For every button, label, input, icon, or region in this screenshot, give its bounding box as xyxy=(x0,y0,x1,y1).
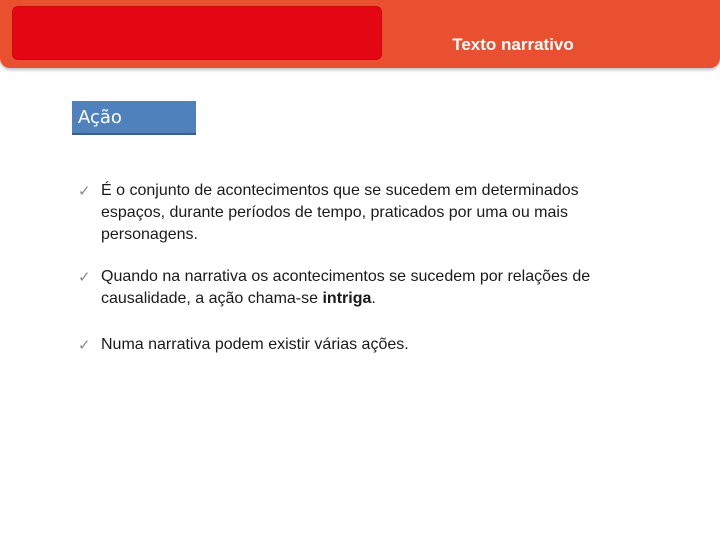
checkmark-icon: ✓ xyxy=(78,268,91,286)
bullet-line xyxy=(101,288,678,310)
bullet-line: personagens. xyxy=(101,226,198,243)
section-label: Ação xyxy=(78,107,122,128)
header-bar xyxy=(0,0,720,68)
bullet-line: Numa narrativa podem existir várias ações. xyxy=(101,336,409,353)
bullet-line: Quando na narrativa os acontecimentos se sucedem por relações de xyxy=(101,268,591,285)
bullet-line: espaços, durante períodos de tempo, praticados por uma ou mais xyxy=(101,204,568,221)
highlighted-term: intriga xyxy=(322,290,372,307)
header-red-block xyxy=(12,6,382,60)
bullet-text: . xyxy=(371,290,376,307)
checkmark-icon: ✓ xyxy=(78,336,91,354)
bullet-list xyxy=(78,180,678,376)
checkmark-icon: ✓ xyxy=(78,182,91,200)
bullet-item xyxy=(78,334,678,356)
bullet-line: É o conjunto de acontecimentos que se sucedem em determinados xyxy=(101,182,579,199)
bullet-item xyxy=(78,180,678,246)
slide-title: Texto narrativo xyxy=(452,35,574,54)
bullet-text: causalidade, a ação chama-se xyxy=(101,290,323,307)
bullet-item xyxy=(78,266,678,310)
section-label-tab xyxy=(72,101,196,135)
